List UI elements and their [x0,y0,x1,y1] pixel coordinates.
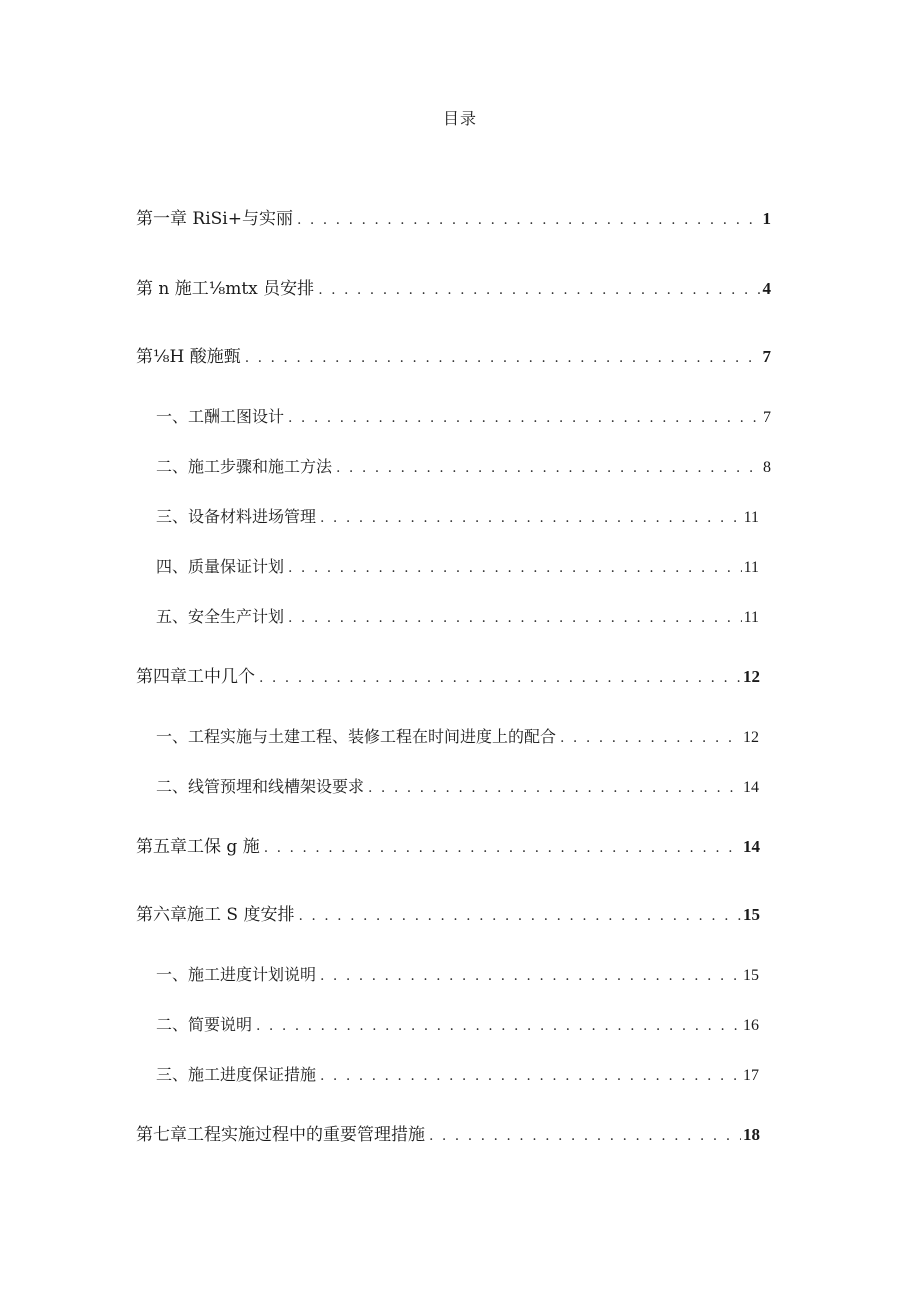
toc-label: 一、工程实施与土建工程、装修工程在时间进度上的配合 [156,727,557,746]
toc-label: 二、施工步骤和施工方法 [156,457,333,476]
toc-row[interactable] [156,555,759,579]
toc-row[interactable] [136,1123,760,1147]
toc-row[interactable] [136,665,760,689]
toc-leader [320,964,741,988]
toc-page-number: 15 [743,905,760,924]
toc-label: 第七章工程实施过程中的重要管理措施 [136,1125,425,1145]
toc-page-number: 18 [743,1125,760,1144]
toc-page-number: 4 [762,279,771,298]
toc-label: 第一章 RiSi+与实丽 [136,209,293,229]
toc-page-number: 14 [743,779,759,796]
toc-leader [264,836,741,860]
toc-label: 第六章施工 S 度安排 [136,905,295,925]
toc-label: 一、工酬工图设计 [156,407,285,426]
toc-leader [256,1014,741,1038]
toc-page-number: 11 [743,509,759,526]
toc-row[interactable] [156,1013,759,1037]
toc-leader [245,346,761,370]
toc-leader [318,278,760,302]
toc-row[interactable] [156,775,759,799]
toc-leader [259,666,741,690]
toc-leader [560,726,741,750]
toc-row[interactable] [136,277,771,301]
toc-label: 三、设备材料进场管理 [156,507,317,526]
toc-row[interactable] [156,725,759,749]
toc-leader [368,776,741,800]
toc-page-number: 8 [763,459,771,476]
toc-leader [429,1124,741,1148]
toc-page-number: 12 [743,667,760,686]
toc-row[interactable] [136,903,760,927]
toc-page-number: 15 [743,967,759,984]
toc-page-number: 16 [743,1017,759,1034]
toc-row[interactable] [156,405,771,429]
toc-label: 第 n 施工⅛mtx 员安排 [136,279,315,299]
toc-page-number: 12 [743,729,759,746]
toc-page-number: 1 [762,209,771,228]
toc-page-number: 11 [743,559,759,576]
toc-label: 第五章工保 g 施 [136,837,260,857]
page-title: 目录 [442,109,477,128]
toc-label: 五、安全生产计划 [156,607,285,626]
toc-leader [288,406,761,430]
toc-label: 二、简要说明 [156,1015,253,1034]
toc-label: 四、质量保证计划 [156,557,285,576]
toc-row[interactable] [156,1063,759,1087]
toc-page-number: 11 [743,609,759,626]
toc-leader [288,606,742,630]
toc-page-number: 7 [762,347,771,366]
toc-leader [297,208,761,232]
toc-page-number: 14 [743,837,760,856]
toc-leader [336,456,761,480]
toc-page-number: 17 [743,1067,759,1084]
toc-row[interactable] [156,605,759,629]
toc-row[interactable] [156,455,771,479]
toc-label: 第四章工中几个 [136,667,255,687]
toc-leader [320,1064,741,1088]
toc-label: 三、施工进度保证措施 [156,1065,317,1084]
toc-row[interactable] [156,963,759,987]
toc-leader [288,556,742,580]
toc-row[interactable] [156,505,759,529]
toc-leader [320,506,742,530]
toc-page-number: 7 [763,409,771,426]
toc-label: 一、施工进度计划说明 [156,965,317,984]
toc-leader [298,904,741,928]
toc-label: 第⅛H 酸施甄 [136,347,241,367]
toc-row[interactable] [136,835,760,859]
toc-row[interactable] [136,345,771,369]
toc-label: 二、线管预埋和线槽架设要求 [156,777,365,796]
toc-row[interactable] [136,207,771,231]
